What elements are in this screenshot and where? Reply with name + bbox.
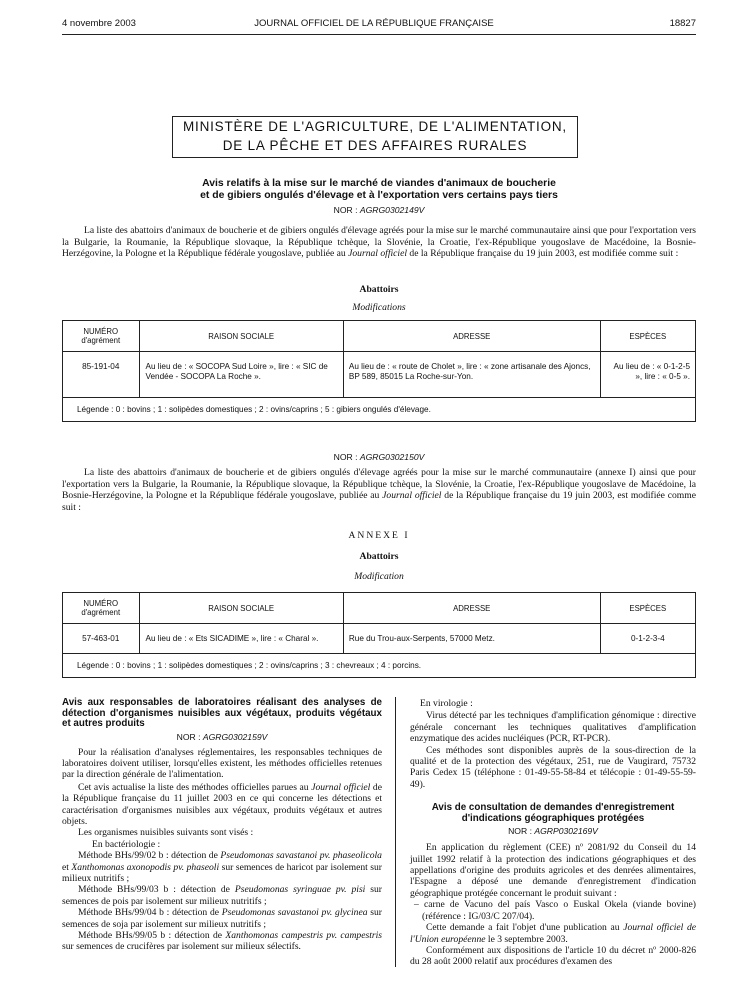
- left-avis-nor: [62, 732, 382, 742]
- col-numero: NUMÉRO d'agrément: [63, 321, 140, 352]
- text-run: Cet avis actualise la liste des méthodes officielles parues au: [78, 781, 312, 793]
- nor-code: AGRG0302150V: [359, 452, 425, 462]
- table-legend-row: [63, 398, 696, 422]
- nor-label: NOR :: [333, 205, 358, 215]
- header-page-number: 18827: [669, 18, 696, 29]
- text-run: Méthode BHs/99/03 b : détection de: [78, 884, 235, 896]
- table-row: [63, 352, 696, 398]
- right-paragraph-7: Conformément aux dispositions de l'article 10 du décret nº 2000-826 du 28 août 2000 relatif aux procédures d'examen des: [410, 944, 696, 968]
- col-raison-sociale: RAISON SOCIALE: [139, 321, 343, 352]
- text-run: sur semences de soja par isolement sur milieux nutritifs ;: [62, 907, 382, 930]
- cell-raison-sociale: Au lieu de : « SOCOPA Sud Loire », lire : « SIC de Vendée - SOCOPA La Roche ».: [139, 352, 343, 398]
- avis2-nor: [62, 452, 696, 462]
- avis1-table: [62, 320, 696, 422]
- cell-adresse: Au lieu de : « route de Cholet », lire : « zone artisanale des Ajoncs, BP 589, 85015 La Roche-sur-Yon.: [343, 352, 600, 398]
- nor-label: NOR :: [176, 731, 201, 742]
- right-column: [410, 698, 696, 968]
- table-row: [63, 624, 696, 654]
- table-legend-row: [63, 654, 696, 678]
- right-paragraph-6: [410, 922, 696, 945]
- cell-raison-sociale: Au lieu de : « Ets SICADIME », lire : « Charal ».: [139, 624, 343, 654]
- table-header-row: [63, 321, 696, 352]
- text-run: sur semences de haricot par isolement sur milieux nutritifs ;: [62, 861, 382, 884]
- cell-especes: 0-1-2-3-4: [600, 624, 695, 654]
- left-paragraph-4: En bactériologie :: [92, 838, 161, 850]
- text-run: et: [62, 861, 72, 873]
- method-2: [62, 884, 382, 907]
- method-3: [62, 907, 382, 930]
- avis1-subsection-title: Modifications: [352, 302, 406, 313]
- avis1-nor: [62, 205, 696, 215]
- ministry-line-2: DE LA PÊCHE ET DES AFFAIRES RURALES: [222, 138, 528, 153]
- text-run: La liste des abattoirs d'animaux de boucherie et de gibiers ongulés d'élevage agréés pour la mise sur le marché communautaire (annexe I) ainsi que pour l'exportation vers la Bulgarie, la Roumanie, la République slovaque, la République tchèque, la Slovénie, la Croatie, l'ex-République yougoslave de Macédoine, la Bosnie-Herzégovine, la Pologne et la République fédérale yougoslave, publiée au: [62, 467, 696, 502]
- text-run: Méthode BHs/99/02 b : détection de: [78, 850, 221, 862]
- product-item: – carne de Vacuno del país Vasco o Euskal Okela (viande bovine) (référence : IG/03/C 207/04).: [414, 899, 696, 922]
- nor-label: NOR :: [508, 826, 532, 837]
- left-paragraph-2: [62, 782, 382, 828]
- avis1-title: [62, 178, 696, 202]
- table-header-row: [63, 593, 696, 624]
- avis2-subsection-title: Modification: [354, 571, 404, 582]
- ministry-box: [172, 116, 578, 158]
- species-name: Xanthomonas axonopodis pv. phaseoli: [71, 861, 220, 873]
- journal-reference: Journal officiel: [311, 781, 371, 793]
- header-journal: JOURNAL OFFICIEL DE LA RÉPUBLIQUE FRANÇAISE: [254, 18, 494, 29]
- nor-code: AGRG0302149V: [359, 205, 425, 215]
- avis1-title-line-1: Avis relatifs à la mise sur le marché de viandes d'animaux de boucherie: [202, 178, 556, 189]
- column-separator: [395, 697, 396, 967]
- text-run: Méthode BHs/99/05 b : détection de: [78, 930, 226, 941]
- right-paragraph-4: En application du règlement (CEE) nº 2081/92 du Conseil du 14 juillet 1992 relatif à la protection des indications géographiques et des appellations d'origine des produits agricoles et des denrées alimentaires, l'Espagne a déposé une demande d'enregistrement d'indication géographique protégée concernant le produit suivant :: [410, 842, 696, 899]
- text-run: sur semences de crucifères par isolement sur milieux sélectifs.: [62, 941, 301, 953]
- journal-reference: Journal officiel: [382, 490, 442, 502]
- left-column: [62, 698, 382, 953]
- text-run: sur semences de pois par isolement sur milieux nutritifs ;: [62, 884, 382, 907]
- journal-reference: Journal officiel: [348, 248, 408, 260]
- header-rule: [62, 34, 696, 35]
- col-especes: ESPÈCES: [600, 321, 695, 352]
- annexe-title: ANNEXE I: [348, 530, 410, 541]
- left-paragraph-3: Les organismes nuisibles suivants sont visés :: [78, 827, 254, 839]
- species-name: Pseudomonas syringuae pv. pisi: [234, 884, 366, 896]
- col-adresse: ADRESSE: [343, 593, 600, 624]
- left-avis-title: Avis aux responsables de laboratoires réalisant des analyses de détection d'organismes nuisibles aux végétaux, produits végétaux et autres produits: [62, 697, 382, 729]
- right-paragraph-3: Ces méthodes sont disponibles auprès de la sous-direction de la qualité et de la protection des végétaux, 251, rue de Vaugirard, 75732 Paris Cedex 15 (téléphone : 01-49-55-58-84 et télécopie : 01-49-55-59-49).: [410, 744, 696, 790]
- header-date: 4 novembre 2003: [62, 18, 136, 29]
- right-avis-nor: [410, 826, 696, 836]
- text-run: le 3 septembre 2003.: [485, 933, 568, 945]
- cell-adresse: Rue du Trou-aux-Serpents, 57000 Metz.: [343, 624, 600, 654]
- col-adresse: ADRESSE: [343, 321, 600, 352]
- nor-label: NOR :: [333, 452, 358, 462]
- species-name: Pseudomonas savastanoi pv. glycinea: [221, 907, 368, 919]
- nor-code: AGRP0302169V: [534, 826, 598, 837]
- text-run: Méthode BHs/99/04 b : détection de: [78, 907, 222, 919]
- nor-code: AGRG0302159V: [202, 731, 268, 742]
- ministry-line-1: MINISTÈRE DE L'AGRICULTURE, DE L'ALIMENTATION,: [182, 119, 567, 134]
- text-run: de la République française du 19 juin 2003, est modifiée comme suit :: [62, 490, 696, 513]
- left-paragraph-1: Pour la réalisation d'analyses réglementaires, les responsables techniques de laboratoires doivent utiliser, lorsqu'elles existent, les méthodes officielles retenues par la direction générale de l'alimentation.: [62, 746, 382, 781]
- right-avis-title: Avis de consultation de demandes d'enregistrement d'indications géographiques protégées: [431, 802, 675, 825]
- right-paragraph-1: En virologie :: [420, 698, 473, 709]
- species-name: Xanthomonas campestris pv. campestris: [225, 930, 382, 941]
- avis2-section-title: Abattoirs: [359, 551, 399, 562]
- col-especes: ESPÈCES: [600, 593, 695, 624]
- method-4: [62, 930, 382, 953]
- cell-numero: 85-191-04: [63, 352, 140, 398]
- right-paragraph-2: Virus détecté par les techniques d'amplification génomique : directive générale concernant les techniques qualitatives d'amplification enzymatique des acides nucléiques (PCR, RT-PCR).: [410, 710, 696, 745]
- text-run: Cette demande a fait l'objet d'une publication au: [426, 922, 624, 934]
- table-legend: Légende : 0 : bovins ; 1 : solipèdes domestiques ; 2 : ovins/caprins ; 5 : gibiers ongulés d'élevage.: [63, 398, 696, 422]
- method-1: [62, 850, 382, 884]
- species-name: Pseudomonas savastanoi pv. phaseolicola: [220, 850, 382, 862]
- avis2-table: [62, 592, 696, 678]
- cell-especes: Au lieu de : « 0-1-2-5 », lire : « 0-5 ».: [600, 352, 695, 398]
- table-legend: Légende : 0 : bovins ; 1 : solipèdes domestiques ; 2 : ovins/caprins ; 3 : chevreaux ; 4 : porcins.: [63, 654, 696, 678]
- avis2-paragraph: [62, 467, 696, 513]
- cell-numero: 57-463-01: [63, 624, 140, 654]
- text-run: La liste des abattoirs d'animaux de boucherie et de gibiers ongulés d'élevage agréés pour la mise sur le marché communautaire ainsi que pour l'exportation vers la Bulgarie, la Roumanie, la République slovaque, la République tchèque, la Slovénie, la Croatie, l'ex-République yougoslave de Macédoine, la Bosnie-Herzégovine, la Pologne et la République fédérale yougoslave, publiée au: [62, 225, 696, 260]
- text-run: de la République française du 11 juillet 2003 en ce qui concerne les détections et caractérisation d'organismes nuisibles aux végétaux, produits végétaux et autres objets.: [62, 781, 382, 827]
- journal-reference: Journal officiel de l'Union européenne: [410, 922, 696, 945]
- avis1-paragraph: [62, 225, 696, 260]
- avis1-section-title: Abattoirs: [359, 284, 399, 295]
- col-numero: NUMÉRO d'agrément: [63, 593, 140, 624]
- avis1-title-line-2: et de gibiers ongulés d'élevage et à l'exportation vers certains pays tiers: [200, 190, 558, 201]
- text-run: de la République française du 19 juin 2003, est modifiée comme suit :: [407, 248, 679, 260]
- col-raison-sociale: RAISON SOCIALE: [139, 593, 343, 624]
